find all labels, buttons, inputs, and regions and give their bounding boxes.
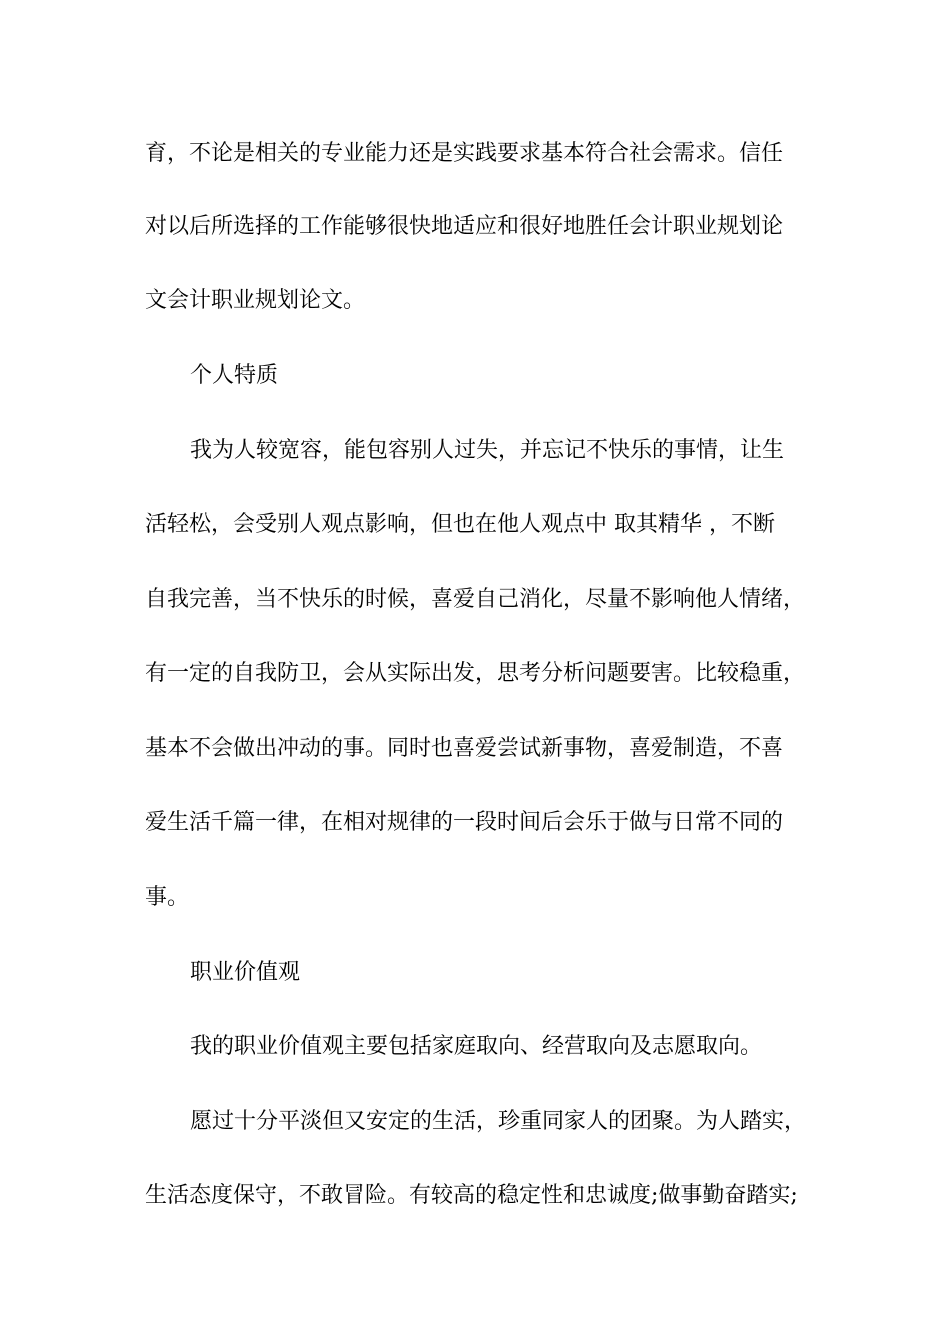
- section-heading-personal-traits: 个人特质: [190, 363, 279, 388]
- paragraph-line: 活轻松，会受别人观点影响，但也在他人观点中 取其精华 ，不断: [145, 512, 775, 537]
- section-heading-career-values: 职业价值观: [190, 960, 301, 985]
- paragraph-line: 育，不论是相关的专业能力还是实践要求基本符合社会需求。信任: [145, 141, 784, 166]
- paragraph-line: 生活态度保守，不敢冒险。有较高的稳定性和忠诚度;做事勤奋踏实;: [145, 1183, 798, 1208]
- paragraph-line: 愿过十分平淡但又安定的生活，珍重同家人的团聚。为人踏实，: [190, 1109, 807, 1134]
- paragraph-line: 有一定的自我防卫，会从实际出发，思考分析问题要害。比较稳重，: [145, 661, 806, 686]
- paragraph-line: 事。: [145, 885, 190, 910]
- paragraph-line: 基本不会做出冲动的事。同时也喜爱尝试新事物，喜爱制造，不喜: [145, 736, 784, 761]
- paragraph-line: 文会计职业规划论文。: [145, 288, 366, 313]
- paragraph-line: 我为人较宽容，能包容别人过失，并忘记不快乐的事情，让生: [190, 438, 785, 463]
- paragraph-line: 对以后所选择的工作能够很快地适应和很好地胜任会计职业规划论: [145, 214, 784, 239]
- paragraph-line: 我的职业价值观主要包括家庭取向、经营取向及志愿取向。: [190, 1034, 763, 1059]
- paragraph-line: 自我完善，当不快乐的时候，喜爱自己消化，尽量不影响他人情绪，: [145, 587, 806, 612]
- paragraph-line: 爱生活千篇一律，在相对规律的一段时间后会乐于做与日常不同的: [145, 810, 784, 835]
